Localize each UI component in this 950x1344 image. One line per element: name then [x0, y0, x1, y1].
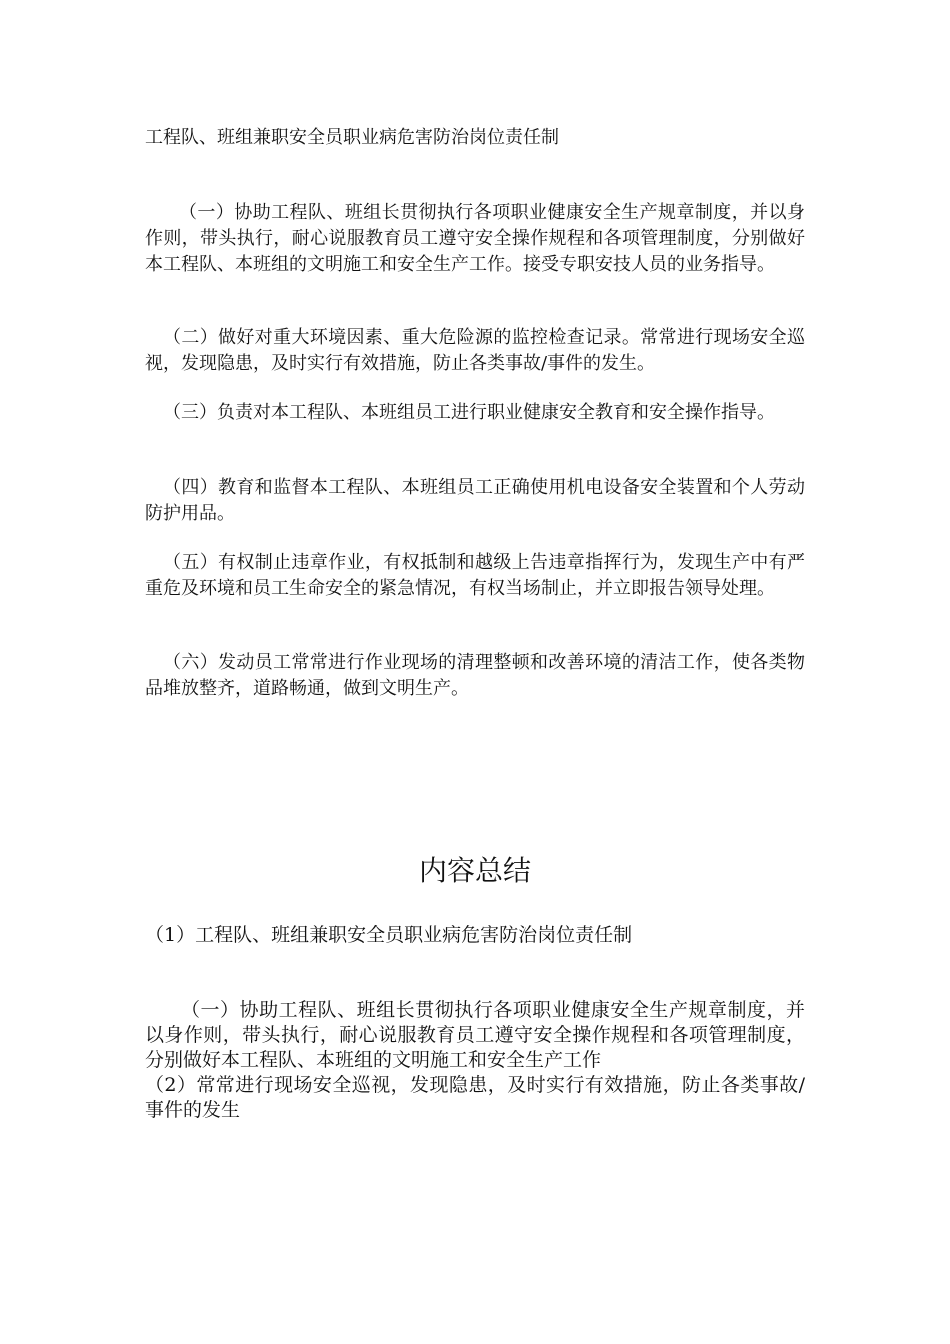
paragraph-6: （六）发动员工常常进行作业现场的清理整顿和改善环境的清洁工作，使各类物品堆放整齐，道路畅通，做到文明生产。 — [145, 652, 805, 699]
document-title: 工程队、班组兼职安全员职业病危害防治岗位责任制 — [145, 127, 559, 148]
summary-item-1-title: （1）工程队、班组兼职安全员职业病危害防治岗位责任制 — [145, 924, 633, 946]
paragraph-3: （三）负责对本工程队、本班组员工进行职业健康安全教育和安全操作指导。 — [163, 402, 775, 423]
paragraph-2: （二）做好对重大环境因素、重大危险源的监控检查记录。常常进行现场安全巡视，发现隐患，及时实行有效措施，防止各类事故/事件的发生。 — [145, 327, 805, 374]
paragraph-4: （四）教育和监督本工程队、本班组员工正确使用机电设备安全装置和个人劳动防护用品。 — [145, 477, 805, 524]
summary-item-2-text: （2）常常进行现场安全巡视，发现隐患，及时实行有效措施，防止各类事故/事件的发生 — [145, 1074, 805, 1121]
paragraph-5: （五）有权制止违章作业，有权抵制和越级上告违章指挥行为，发现生产中有严重危及环境和员工生命安全的紧急情况，有权当场制止，并立即报告领导处理。 — [145, 552, 805, 599]
summary-heading: 内容总结 — [418, 854, 531, 887]
paragraph-1: （一）协助工程队、班组长贯彻执行各项职业健康安全生产规章制度，并以身作则，带头执行，耐心说服教育员工遵守安全操作规程和各项管理制度，分别做好本工程队、本班组的文明施工和安全生产工作。接受专职安技人员的业务指导。 — [145, 202, 805, 275]
summary-body — [145, 998, 805, 1123]
summary-item-1-text: （一）协助工程队、班组长贯彻执行各项职业健康安全生产规章制度，并以身作则，带头执行，耐心说服教育员工遵守安全操作规程和各项管理制度，分别做好本工程队、本班组的文明施工和安全生产工作 — [145, 999, 805, 1071]
